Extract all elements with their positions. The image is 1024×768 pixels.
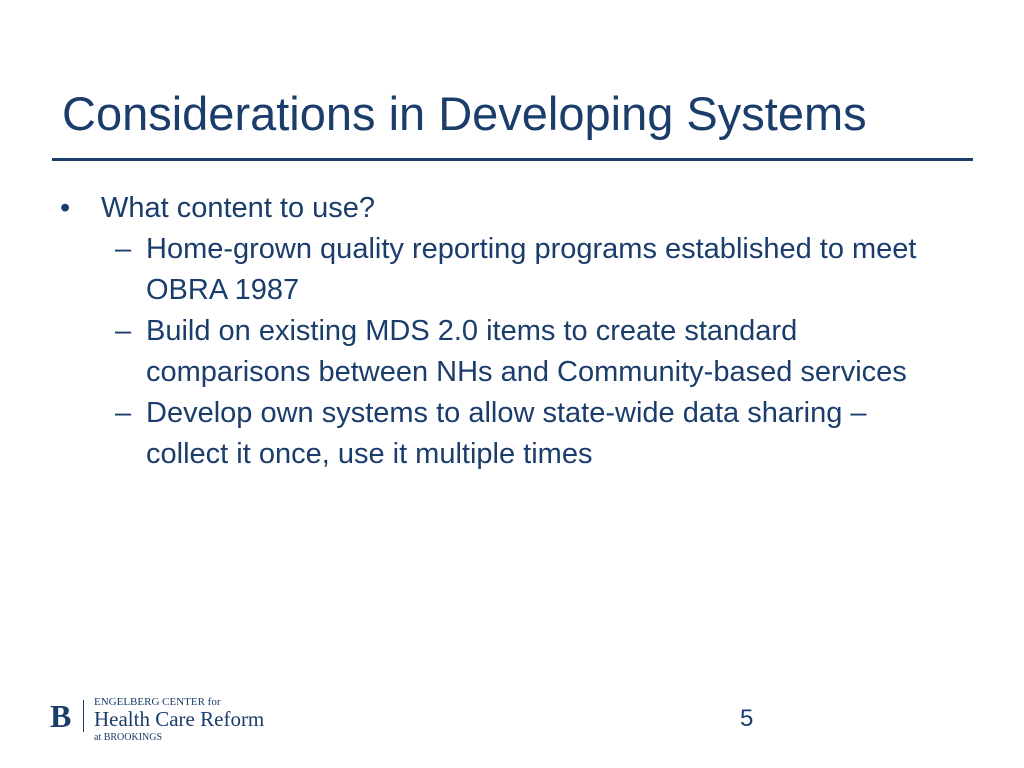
- slide-body: [0, 188, 1024, 475]
- logo-divider: [83, 700, 84, 732]
- sub-bullet-marker: –: [115, 397, 132, 429]
- bullet-text: What content to use?: [101, 192, 376, 224]
- bullet-item: [0, 188, 941, 229]
- logo-program-name: Health Care Reform: [94, 707, 265, 731]
- logo-institution: at BROOKINGS: [94, 732, 163, 743]
- bullet-marker: •: [60, 192, 71, 224]
- brookings-b-icon: B: [50, 698, 72, 734]
- sub-bullet-list: [0, 229, 1024, 475]
- sub-bullet-text: Develop own systems to allow state-wide data sharing – collect it once, use it multiple times: [146, 397, 867, 470]
- sub-bullet-item: [0, 393, 946, 475]
- sub-bullet-text: Home-grown quality reporting programs established to meet OBRA 1987: [146, 233, 917, 306]
- sub-bullet-item: [0, 229, 946, 311]
- sub-bullet-text: Build on existing MDS 2.0 items to create standard comparisons between NHs and Community-based services: [146, 315, 907, 388]
- sub-bullet-item: [0, 311, 946, 393]
- page-number: 5: [740, 705, 754, 732]
- logo-center-name: ENGELBERG CENTER for: [94, 696, 221, 708]
- brookings-logo: [50, 696, 290, 748]
- title-divider: [52, 158, 973, 161]
- sub-bullet-marker: –: [115, 315, 132, 347]
- slide-title: Considerations in Developing Systems: [62, 87, 867, 140]
- sub-bullet-marker: –: [115, 233, 132, 265]
